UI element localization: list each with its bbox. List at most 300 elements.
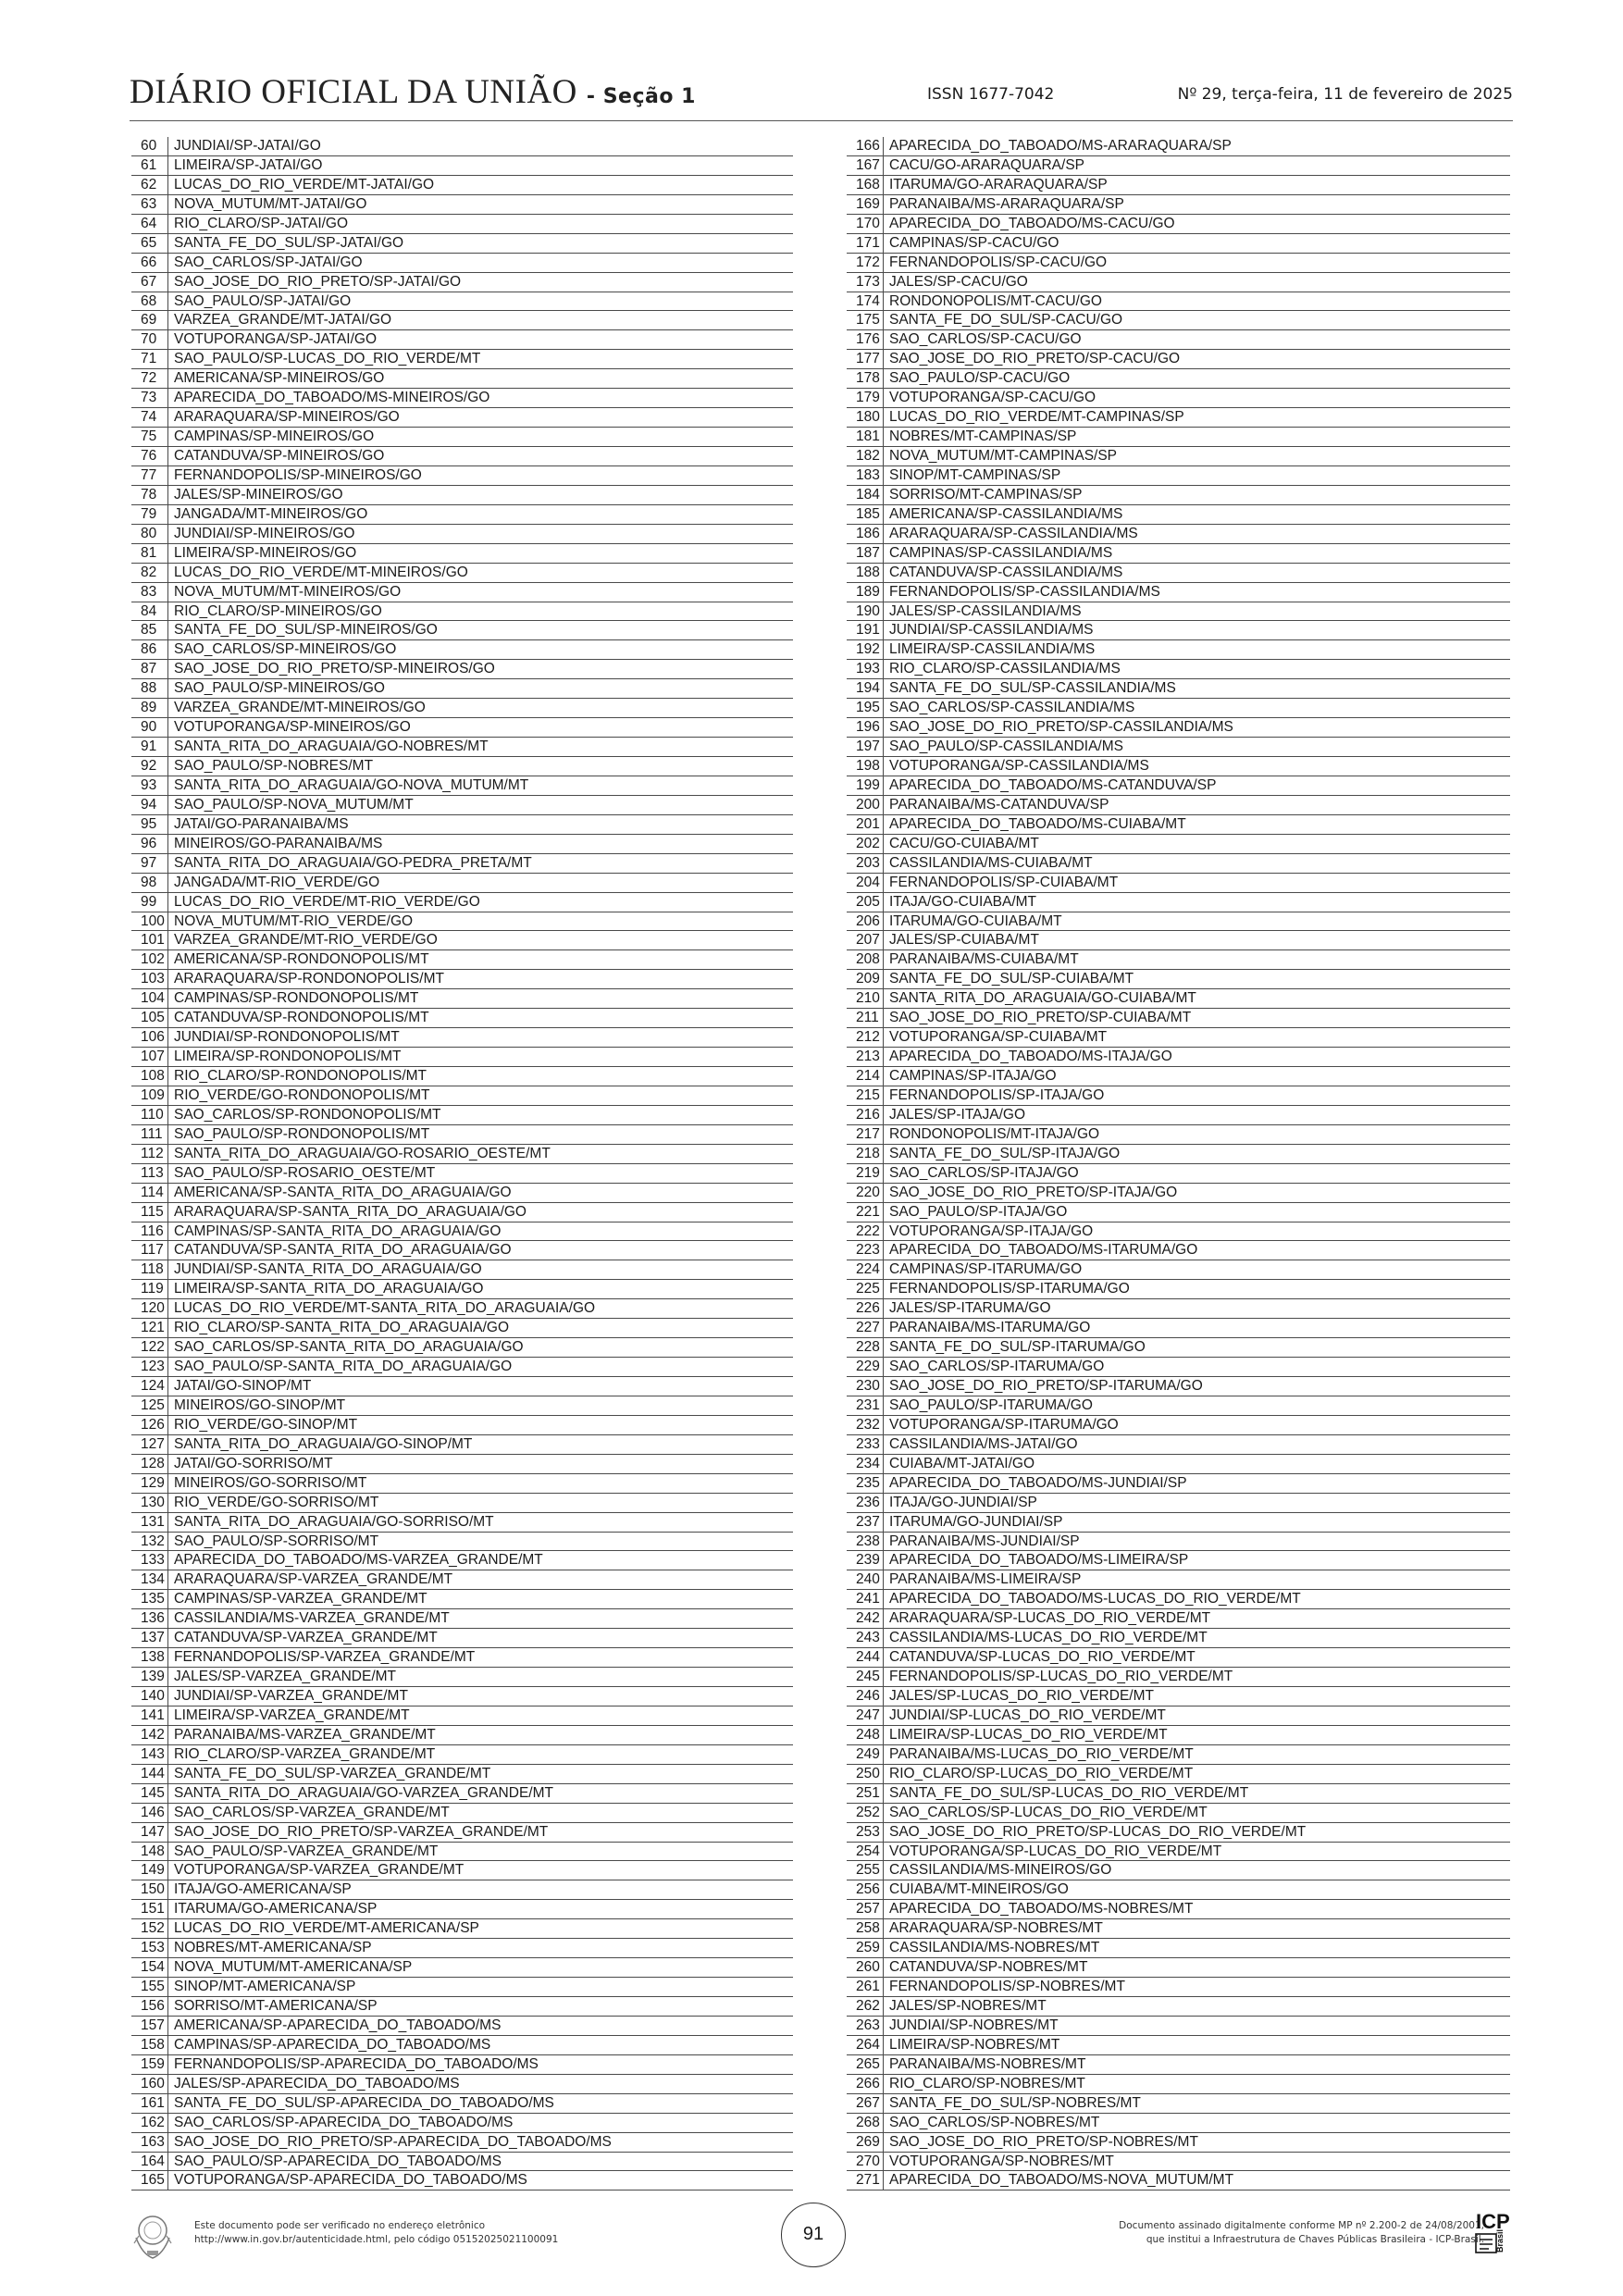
route-name: APARECIDA_DO_TABOADO/MS-VARZEA_GRANDE/MT [174,1552,543,1569]
route-name: RIO_CLARO/SP-SANTA_RITA_DO_ARAGUAIA/GO [174,1320,510,1336]
table-row [847,1997,1510,2017]
table-row [131,815,793,835]
row-number: 138 [131,1648,168,1667]
row-number: 91 [131,738,168,756]
row-number: 186 [847,525,884,543]
row-number: 143 [131,1745,168,1764]
verification-line-2: http://www.in.gov.br/autenticidade.html, pelo código 05152025021100091 [194,2234,559,2245]
row-number: 62 [131,176,168,194]
row-number: 87 [131,660,168,678]
route-name: APARECIDA_DO_TABOADO/MS-ITAJA/GO [889,1049,1172,1065]
row-number: 81 [131,544,168,563]
route-name: CATANDUVA/SP-LUCAS_DO_RIO_VERDE/MT [889,1649,1196,1666]
row-number: 224 [847,1260,884,1279]
table-row [847,1048,1510,1067]
row-number: 166 [847,137,884,155]
route-name: CATANDUVA/SP-SANTA_RITA_DO_ARAGUAIA/GO [174,1242,512,1259]
route-name: JALES/SP-CUIABA/MT [889,932,1039,949]
table-row [847,311,1510,330]
route-name: JUNDIAI/SP-RONDONOPOLIS/MT [174,1029,400,1046]
table-row [847,2017,1510,2036]
row-number: 213 [847,1048,884,1066]
table-row [131,254,793,273]
table-row [131,1687,793,1706]
row-number: 219 [847,1164,884,1183]
row-number: 180 [847,408,884,427]
table-row [131,893,793,912]
table-row [847,989,1510,1009]
route-name: SANTA_FE_DO_SUL/SP-ITARUMA/GO [889,1339,1146,1356]
row-number: 207 [847,931,884,949]
table-row [847,583,1510,602]
row-number: 271 [847,2171,884,2190]
route-name: SAO_CARLOS/SP-LUCAS_DO_RIO_VERDE/MT [889,1804,1208,1820]
route-name: FERNANDOPOLIS/SP-APARECIDA_DO_TABOADO/MS [174,2055,539,2072]
route-name: SAO_PAULO/SP-ROSARIO_OESTE/MT [174,1164,436,1181]
table-row [847,156,1510,176]
table-row [847,1260,1510,1280]
row-number: 69 [131,311,168,329]
route-table-left [131,137,793,2191]
table-row [847,1590,1510,1609]
journal-name: DIÁRIO OFICIAL DA UNIÃO [130,73,577,111]
table-row [131,428,793,447]
table-row [131,156,793,176]
route-name: AMERICANA/SP-APARECIDA_DO_TABOADO/MS [174,2017,502,2033]
row-number: 228 [847,1338,884,1357]
route-name: JUNDIAI/SP-MINEIROS/GO [174,525,355,541]
row-number: 241 [847,1590,884,1608]
row-number: 109 [131,1086,168,1105]
route-name: JALES/SP-CASSILANDIA/MS [889,602,1082,619]
route-name: CUIABA/MT-JATAI/GO [889,1455,1035,1471]
route-name: FERNANDOPOLIS/SP-VARZEA_GRANDE/MT [174,1649,476,1666]
table-row [847,195,1510,215]
route-name: APARECIDA_DO_TABOADO/MS-CACU/GO [889,215,1175,231]
route-name: VOTUPORANGA/SP-CUIABA/MT [889,1029,1108,1046]
row-number: 107 [131,1048,168,1066]
row-number: 193 [847,660,884,678]
row-number: 68 [131,292,168,311]
route-name: APARECIDA_DO_TABOADO/MS-ARARAQUARA/SP [889,138,1232,154]
table-row [847,602,1510,622]
table-row [847,1745,1510,1765]
row-number: 86 [131,640,168,659]
row-number: 139 [131,1668,168,1686]
route-name: NOVA_MUTUM/MT-RIO_VERDE/GO [174,912,414,929]
table-row [131,1299,793,1319]
row-number: 175 [847,311,884,329]
row-number: 169 [847,195,884,214]
table-row [131,989,793,1009]
route-name: NOBRES/MT-AMERICANA/SP [174,1940,372,1956]
row-number: 127 [131,1435,168,1454]
row-number: 110 [131,1106,168,1124]
route-name: SAO_PAULO/SP-ITAJA/GO [889,1203,1068,1220]
route-name: SAO_PAULO/SP-APARECIDA_DO_TABOADO/MS [174,2153,502,2169]
svg-text:Brasil: Brasil [1495,2228,1505,2253]
route-name: SAO_JOSE_DO_RIO_PRETO/SP-NOBRES/MT [889,2133,1198,2150]
table-row [131,1590,793,1609]
route-name: SANTA_FE_DO_SUL/SP-NOBRES/MT [889,2094,1141,2111]
table-row [131,1474,793,1494]
row-number: 221 [847,1203,884,1222]
row-number: 75 [131,428,168,446]
route-name: CATANDUVA/SP-MINEIROS/GO [174,448,385,464]
row-number: 150 [131,1880,168,1899]
table-row [847,1474,1510,1494]
table-row [131,1861,793,1880]
table-row [847,1765,1510,1784]
row-number: 214 [847,1067,884,1086]
table-row [131,525,793,544]
table-row [131,466,793,486]
table-row [847,1028,1510,1048]
table-row [847,1184,1510,1203]
row-number: 84 [131,602,168,621]
row-number: 148 [131,1843,168,1861]
table-row [131,1745,793,1765]
route-name: SAO_PAULO/SP-VARZEA_GRANDE/MT [174,1843,439,1859]
route-name: ARARAQUARA/SP-MINEIROS/GO [174,409,400,426]
row-number: 104 [131,989,168,1008]
route-name: CATANDUVA/SP-RONDONOPOLIS/MT [174,1010,429,1026]
row-number: 251 [847,1784,884,1803]
row-number: 229 [847,1358,884,1376]
table-row [847,176,1510,195]
route-name: SAO_JOSE_DO_RIO_PRETO/SP-CASSILANDIA/MS [889,719,1233,736]
route-name: JALES/SP-LUCAS_DO_RIO_VERDE/MT [889,1688,1154,1704]
table-row [131,1919,793,1939]
table-row [847,1203,1510,1222]
table-row [847,1919,1510,1939]
table-row [847,718,1510,738]
row-number: 168 [847,176,884,194]
route-name: FERNANDOPOLIS/SP-LUCAS_DO_RIO_VERDE/MT [889,1669,1233,1685]
signature-note [1119,2219,1484,2247]
section-label: - Seção 1 [586,85,696,108]
table-row [847,1338,1510,1358]
table-row [131,1765,793,1784]
table-row [847,1396,1510,1416]
table-row [847,1435,1510,1455]
table-row [847,1609,1510,1629]
table-row [847,854,1510,874]
route-name: CATANDUVA/SP-VARZEA_GRANDE/MT [174,1630,438,1646]
route-name: LUCAS_DO_RIO_VERDE/MT-AMERICANA/SP [174,1920,479,1937]
row-number: 187 [847,544,884,563]
table-row [847,1106,1510,1125]
route-name: VOTUPORANGA/SP-LUCAS_DO_RIO_VERDE/MT [889,1843,1222,1859]
route-name: CAMPINAS/SP-MINEIROS/GO [174,428,375,445]
table-row [131,215,793,234]
table-row [131,1629,793,1648]
route-name: PARANAIBA/MS-JUNDIAI/SP [889,1533,1080,1549]
route-name: SANTA_FE_DO_SUL/SP-CACU/GO [889,312,1123,329]
row-number: 253 [847,1823,884,1842]
table-row [131,176,793,195]
route-name: JANGADA/MT-RIO_VERDE/GO [174,874,380,890]
route-name: JANGADA/MT-MINEIROS/GO [174,505,368,522]
table-row [847,757,1510,776]
route-name: SAO_CARLOS/SP-SANTA_RITA_DO_ARAGUAIA/GO [174,1339,524,1356]
table-row [131,1028,793,1048]
table-row [847,776,1510,796]
row-number: 61 [131,156,168,175]
page-number: 91 [781,2203,846,2267]
route-name: SANTA_FE_DO_SUL/SP-CASSILANDIA/MS [889,680,1176,697]
route-name: VOTUPORANGA/SP-CASSILANDIA/MS [889,758,1149,774]
table-row [131,757,793,776]
route-name: LUCAS_DO_RIO_VERDE/MT-SANTA_RITA_DO_ARAGUAIA/GO [174,1300,596,1317]
table-row [131,1338,793,1358]
table-row [131,2017,793,2036]
route-name: CAMPINAS/SP-VARZEA_GRANDE/MT [174,1591,427,1607]
table-row [847,931,1510,950]
row-number: 106 [131,1028,168,1047]
route-name: SAO_PAULO/SP-NOBRES/MT [174,758,374,774]
table-row [847,1784,1510,1804]
route-name: SAO_JOSE_DO_RIO_PRETO/SP-APARECIDA_DO_TABOADO/MS [174,2133,612,2150]
row-number: 238 [847,1533,884,1551]
route-name: JALES/SP-APARECIDA_DO_TABOADO/MS [174,2075,460,2091]
route-name: AMERICANA/SP-CASSILANDIA/MS [889,505,1123,522]
route-name: RIO_CLARO/SP-LUCAS_DO_RIO_VERDE/MT [889,1765,1194,1781]
route-name: JUNDIAI/SP-VARZEA_GRANDE/MT [174,1688,408,1704]
table-row [131,1241,793,1260]
table-row [847,1687,1510,1706]
table-row [131,1939,793,1958]
row-number: 198 [847,757,884,776]
route-name: SANTA_RITA_DO_ARAGUAIA/GO-CUIABA/MT [889,990,1196,1007]
table-row [847,796,1510,815]
row-number: 206 [847,912,884,931]
row-number: 167 [847,156,884,175]
table-row [847,2094,1510,2114]
route-name: APARECIDA_DO_TABOADO/MS-LIMEIRA/SP [889,1552,1189,1569]
row-number: 96 [131,835,168,853]
row-number: 71 [131,350,168,368]
table-row [131,1009,793,1028]
row-number: 202 [847,835,884,853]
table-row [131,1494,793,1513]
table-row [131,2114,793,2133]
table-row [131,970,793,989]
table-row [131,1260,793,1280]
row-number: 141 [131,1706,168,1725]
route-name: CASSILANDIA/MS-JATAI/GO [889,1435,1078,1452]
table-row [131,796,793,815]
route-name: RIO_VERDE/GO-SINOP/MT [174,1416,358,1433]
table-row [847,2133,1510,2153]
row-number: 196 [847,718,884,737]
row-number: 123 [131,1358,168,1376]
route-name: NOVA_MUTUM/MT-JATAI/GO [174,195,367,212]
row-number: 99 [131,893,168,912]
route-name: CAMPINAS/SP-ITAJA/GO [889,1068,1057,1084]
row-number: 235 [847,1474,884,1493]
table-row [131,389,793,408]
row-number: 122 [131,1338,168,1357]
row-number: 171 [847,234,884,253]
row-number: 194 [847,679,884,698]
route-name: AMERICANA/SP-SANTA_RITA_DO_ARAGUAIA/GO [174,1184,512,1200]
table-row [131,950,793,970]
table-row [131,234,793,254]
route-name: JATAI/GO-SORRISO/MT [174,1455,333,1471]
route-name: SAO_JOSE_DO_RIO_PRETO/SP-MINEIROS/GO [174,661,495,677]
route-name: ARARAQUARA/SP-VARZEA_GRANDE/MT [174,1571,453,1588]
route-name: LUCAS_DO_RIO_VERDE/MT-CAMPINAS/SP [889,409,1184,426]
route-name: SANTA_FE_DO_SUL/SP-ITAJA/GO [889,1145,1121,1161]
route-name: SAO_CARLOS/SP-VARZEA_GRANDE/MT [174,1804,450,1820]
row-number: 155 [131,1978,168,1996]
verification-note [194,2219,558,2247]
row-number: 249 [847,1745,884,1764]
page-footer [0,2193,1623,2286]
table-row [847,815,1510,835]
table-row [847,660,1510,679]
route-name: VARZEA_GRANDE/MT-JATAI/GO [174,312,392,329]
table-row [131,486,793,505]
route-name: JALES/SP-ITAJA/GO [889,1106,1026,1123]
table-row [847,505,1510,525]
row-number: 247 [847,1706,884,1725]
route-name: NOVA_MUTUM/MT-AMERICANA/SP [174,1959,413,1976]
table-row [131,738,793,757]
table-row [131,2171,793,2191]
route-name: APARECIDA_DO_TABOADO/MS-CATANDUVA/SP [889,776,1217,793]
route-name: LIMEIRA/SP-SANTA_RITA_DO_ARAGUAIA/GO [174,1281,484,1297]
route-name: CUIABA/MT-MINEIROS/GO [889,1881,1069,1898]
table-row [131,1416,793,1435]
route-name: MINEIROS/GO-PARANAIBA/MS [174,835,383,851]
table-row [847,292,1510,312]
row-number: 90 [131,718,168,737]
route-name: SAO_PAULO/SP-JATAI/GO [174,292,352,309]
route-name: RIO_CLARO/SP-VARZEA_GRANDE/MT [174,1745,436,1762]
icp-brasil-logo-icon [1473,2206,1514,2262]
table-row [847,1280,1510,1299]
route-name: VARZEA_GRANDE/MT-RIO_VERDE/GO [174,932,438,949]
row-number: 220 [847,1184,884,1202]
row-number: 265 [847,2055,884,2074]
table-row [847,1900,1510,1919]
table-row [847,544,1510,564]
row-number: 262 [847,1997,884,2016]
table-row [847,2171,1510,2191]
row-number: 216 [847,1106,884,1124]
route-name: JALES/SP-MINEIROS/GO [174,486,343,503]
table-row [131,1513,793,1533]
row-number: 177 [847,350,884,368]
table-row [131,447,793,466]
route-name: JUNDIAI/SP-LUCAS_DO_RIO_VERDE/MT [889,1706,1166,1723]
row-number: 252 [847,1804,884,1822]
signature-line-2: que institui a Infraestrutura de Chaves Públicas Brasileira - ICP-Brasil. [1146,2234,1484,2245]
row-number: 269 [847,2133,884,2152]
row-number: 210 [847,989,884,1008]
route-name: CASSILANDIA/MS-MINEIROS/GO [889,1862,1112,1879]
route-name: FERNANDOPOLIS/SP-CASSILANDIA/MS [889,583,1160,600]
row-number: 158 [131,2036,168,2054]
table-row [847,254,1510,273]
row-number: 201 [847,815,884,834]
table-row [131,2055,793,2075]
row-number: 156 [131,1997,168,2016]
route-name: RONDONOPOLIS/MT-CACU/GO [889,292,1102,309]
table-row [131,621,793,640]
row-number: 101 [131,931,168,949]
route-name: RIO_CLARO/SP-RONDONOPOLIS/MT [174,1068,427,1084]
row-number: 136 [131,1609,168,1628]
table-row [847,1629,1510,1648]
route-name: JUNDIAI/SP-CASSILANDIA/MS [889,622,1094,639]
row-number: 98 [131,874,168,892]
table-row [847,640,1510,660]
route-name: RIO_VERDE/GO-SORRISO/MT [174,1494,379,1510]
table-row [131,408,793,428]
row-number: 185 [847,505,884,524]
row-number: 164 [131,2153,168,2171]
row-number: 94 [131,796,168,814]
row-number: 64 [131,215,168,233]
route-name: NOVA_MUTUM/MT-CAMPINAS/SP [889,448,1118,464]
route-name: SAO_PAULO/SP-CACU/GO [889,370,1071,387]
route-name: SAO_PAULO/SP-LUCAS_DO_RIO_VERDE/MT [174,351,481,367]
route-name: APARECIDA_DO_TABOADO/MS-JUNDIAI/SP [889,1474,1187,1491]
route-name: SANTA_RITA_DO_ARAGUAIA/GO-NOBRES/MT [174,738,489,755]
row-number: 135 [131,1590,168,1608]
row-number: 184 [847,486,884,504]
row-number: 259 [847,1939,884,1957]
table-row [131,1455,793,1474]
route-name: JALES/SP-CACU/GO [889,273,1028,290]
row-number: 60 [131,137,168,155]
table-row [131,2075,793,2094]
route-name: SAO_CARLOS/SP-CASSILANDIA/MS [889,700,1135,716]
table-row [131,1280,793,1299]
row-number: 212 [847,1028,884,1047]
row-number: 128 [131,1455,168,1473]
route-name: SANTA_RITA_DO_ARAGUAIA/GO-SORRISO/MT [174,1513,494,1530]
table-row [131,1125,793,1145]
table-row [847,564,1510,583]
table-row [131,2153,793,2172]
row-number: 76 [131,447,168,465]
route-name: CACU/GO-ARARAQUARA/SP [889,156,1085,173]
table-row [131,835,793,854]
table-row [131,718,793,738]
route-name: CACU/GO-CUIABA/MT [889,835,1039,851]
row-number: 92 [131,757,168,776]
row-number: 179 [847,389,884,407]
route-name: SAO_JOSE_DO_RIO_PRETO/SP-ITARUMA/GO [889,1378,1203,1394]
table-row [131,1648,793,1668]
route-name: RIO_CLARO/SP-MINEIROS/GO [174,602,382,619]
row-number: 243 [847,1629,884,1647]
route-name: FERNANDOPOLIS/SP-ITAJA/GO [889,1086,1105,1103]
row-number: 93 [131,776,168,795]
row-number: 189 [847,583,884,602]
route-name: SORRISO/MT-CAMPINAS/SP [889,486,1083,503]
row-number: 268 [847,2114,884,2132]
route-name: SAO_PAULO/SP-SORRISO/MT [174,1533,379,1549]
route-name: SAO_CARLOS/SP-APARECIDA_DO_TABOADO/MS [174,2114,514,2130]
row-number: 162 [131,2114,168,2132]
route-table-right [847,137,1510,2191]
route-name: JALES/SP-NOBRES/MT [889,1998,1047,2014]
